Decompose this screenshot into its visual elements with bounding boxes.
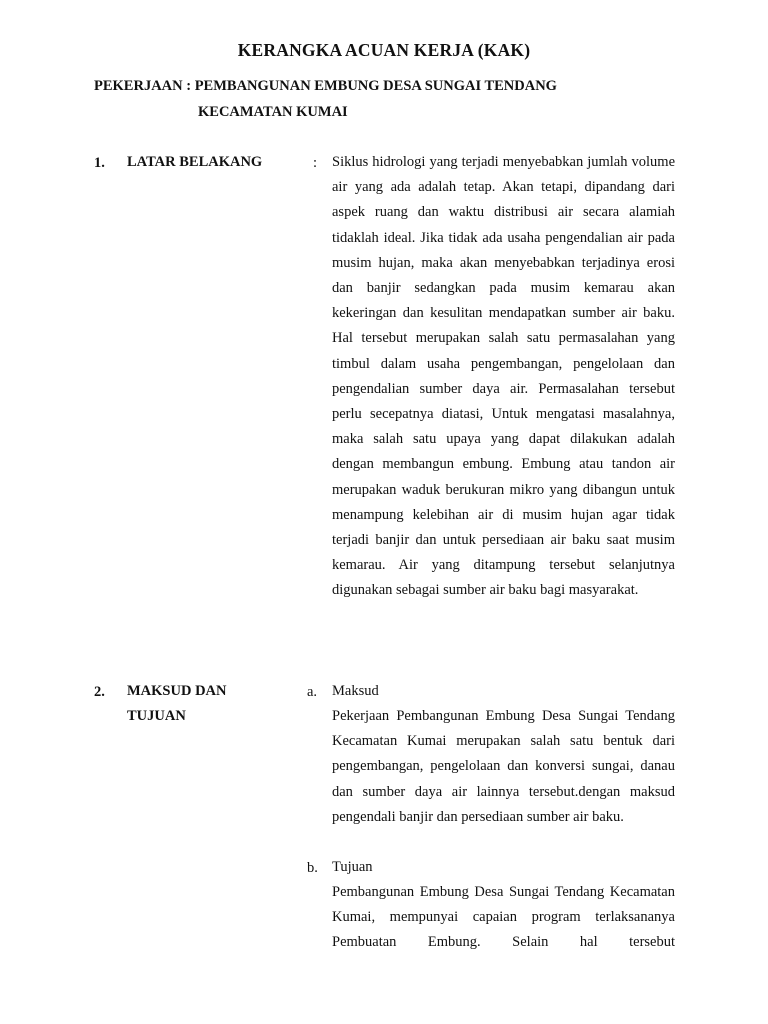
section-2-label-line-1: MAKSUD DAN	[127, 683, 227, 699]
tujuan-paragraph: Pembangunan Embung Desa Sungai Tendang Kecamatan Kumai, mempunyai capaian program terlaksananya Pembuatan Embung. Selain hal tersebut	[332, 884, 675, 951]
section-2-label	[127, 679, 226, 729]
latar-belakang-paragraph: Siklus hidrologi yang terjadi menyebabkan jumlah volume air yang ada adalah tetap. Akan tetapi, dipandang dari aspek ruang dan waktu distribusi air secara alamiah tidaklah ideal. Jika tidak ada usaha pengendalian air pada musim hujan, maka akan menyebabkan terjadinya erosi dan banjir sedangkan pada musim kemarau akan kekeringan dan kesulitan mendapatkan sumber air baku. Hal tersebut merupakan salah satu permasalahan yang timbul dalam usaha pengembangan, pengelolaan dan pengendalian sumber daya air. Permasalahan tersebut perlu secepatnya diatasi, Untuk mengatasi masalahnya, maka salah satu upaya yang dapat dilakukan adalah dengan membangun embung. Embung atau tandon air merupakan waduk berukuran mikro yang dibangun untuk menampung kelebihan air di musim hujan agar tidak terjadi banjir dan untuk persediaan air baku saat musim kemarau. Air yang ditampung tersebut selanjutnya digunakan sebagai sumber air baku bagi masyarakat.	[332, 154, 675, 599]
job-title-line-1: PEKERJAAN : PEMBANGUNAN EMBUNG DESA SUNGAI TENDANG	[94, 78, 557, 94]
section-2-label-line-2: TUJUAN	[127, 708, 186, 724]
section-2-number: 2.	[94, 684, 105, 700]
section-1-body	[332, 150, 675, 604]
item-b-body	[332, 880, 675, 956]
item-b-heading: Tujuan	[332, 859, 373, 875]
document-title: KERANGKA ACUAN KERJA (KAK)	[237, 40, 531, 60]
section-1-separator: :	[313, 155, 318, 171]
section-1-number: 1.	[94, 155, 105, 171]
item-a-marker: a.	[307, 684, 318, 700]
item-b-marker: b.	[307, 860, 318, 876]
maksud-paragraph: Pekerjaan Pembangunan Embung Desa Sungai Tendang Kecamatan Kumai merupakan salah satu bentuk dari pengembangan, pengelolaan dan konversi sungai, danau dan sumber daya air lainnya tersebut.dengan maksud pengendali banjir dan persediaan sumber air baku.	[332, 708, 675, 825]
section-1-label: LATAR BELAKANG	[127, 154, 263, 170]
job-title-line-2: KECAMATAN KUMAI	[198, 104, 348, 120]
item-a-heading: Maksud	[332, 683, 379, 699]
item-a-body	[332, 704, 675, 830]
